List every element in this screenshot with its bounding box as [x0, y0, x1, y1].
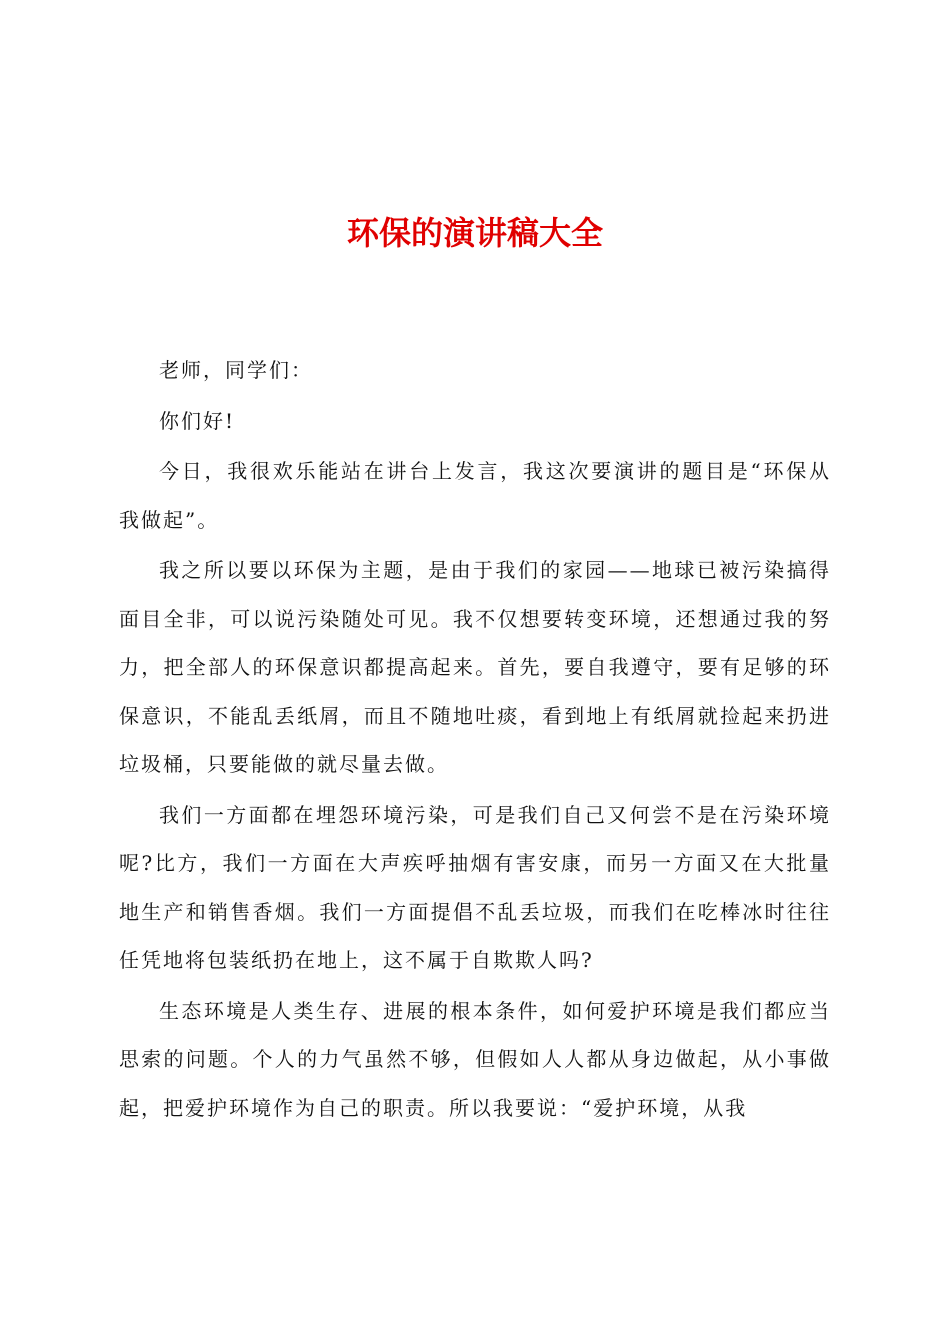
document-body — [119, 346, 831, 1134]
document-title: 环保的演讲稿大全 — [346, 214, 603, 252]
paragraph-contradiction: 我们一方面都在埋怨环境污染，可是我们自己又何尝不是在污染环境呢?比方，我们一方面在大声疾呼抽烟有害安康，而另一方面又在大批量地生产和销售香烟。我们一方面提倡不乱丢垃圾，而我们在吃棒冰时往往任凭地将包装纸扔在地上，这不属于自欺欺人吗? — [119, 802, 831, 972]
paragraph-salutation: 老师，同学们： — [159, 358, 313, 382]
paragraph-responsibility: 生态环境是人类生存、进展的根本条件，如何爱护环境是我们都应当思索的问题。个人的力气虽然不够，但假如人人都从身边做起，从小事做起，把爱护环境作为自己的职责。所以我要说：“爱护环境，从我 — [119, 998, 831, 1120]
paragraph-greeting: 你们好! — [159, 408, 236, 433]
paragraph-introduction: 今日，我很欢乐能站在讲台上发言，我这次要演讲的题目是“环保从我做起”。 — [119, 459, 831, 532]
paragraph-reason: 我之所以要以环保为主题，是由于我们的家园——地球已被污染搞得面目全非，可以说污染随处可见。我不仅想要转变环境，还想通过我的努力，把全部人的环保意识都提高起来。首先，要自我遵守，要有足够的环保意识，不能乱丢纸屑，而且不随地吐痰，看到地上有纸屑就捡起来扔进垃圾桶，只要能做的就尽量去做。 — [119, 558, 831, 776]
